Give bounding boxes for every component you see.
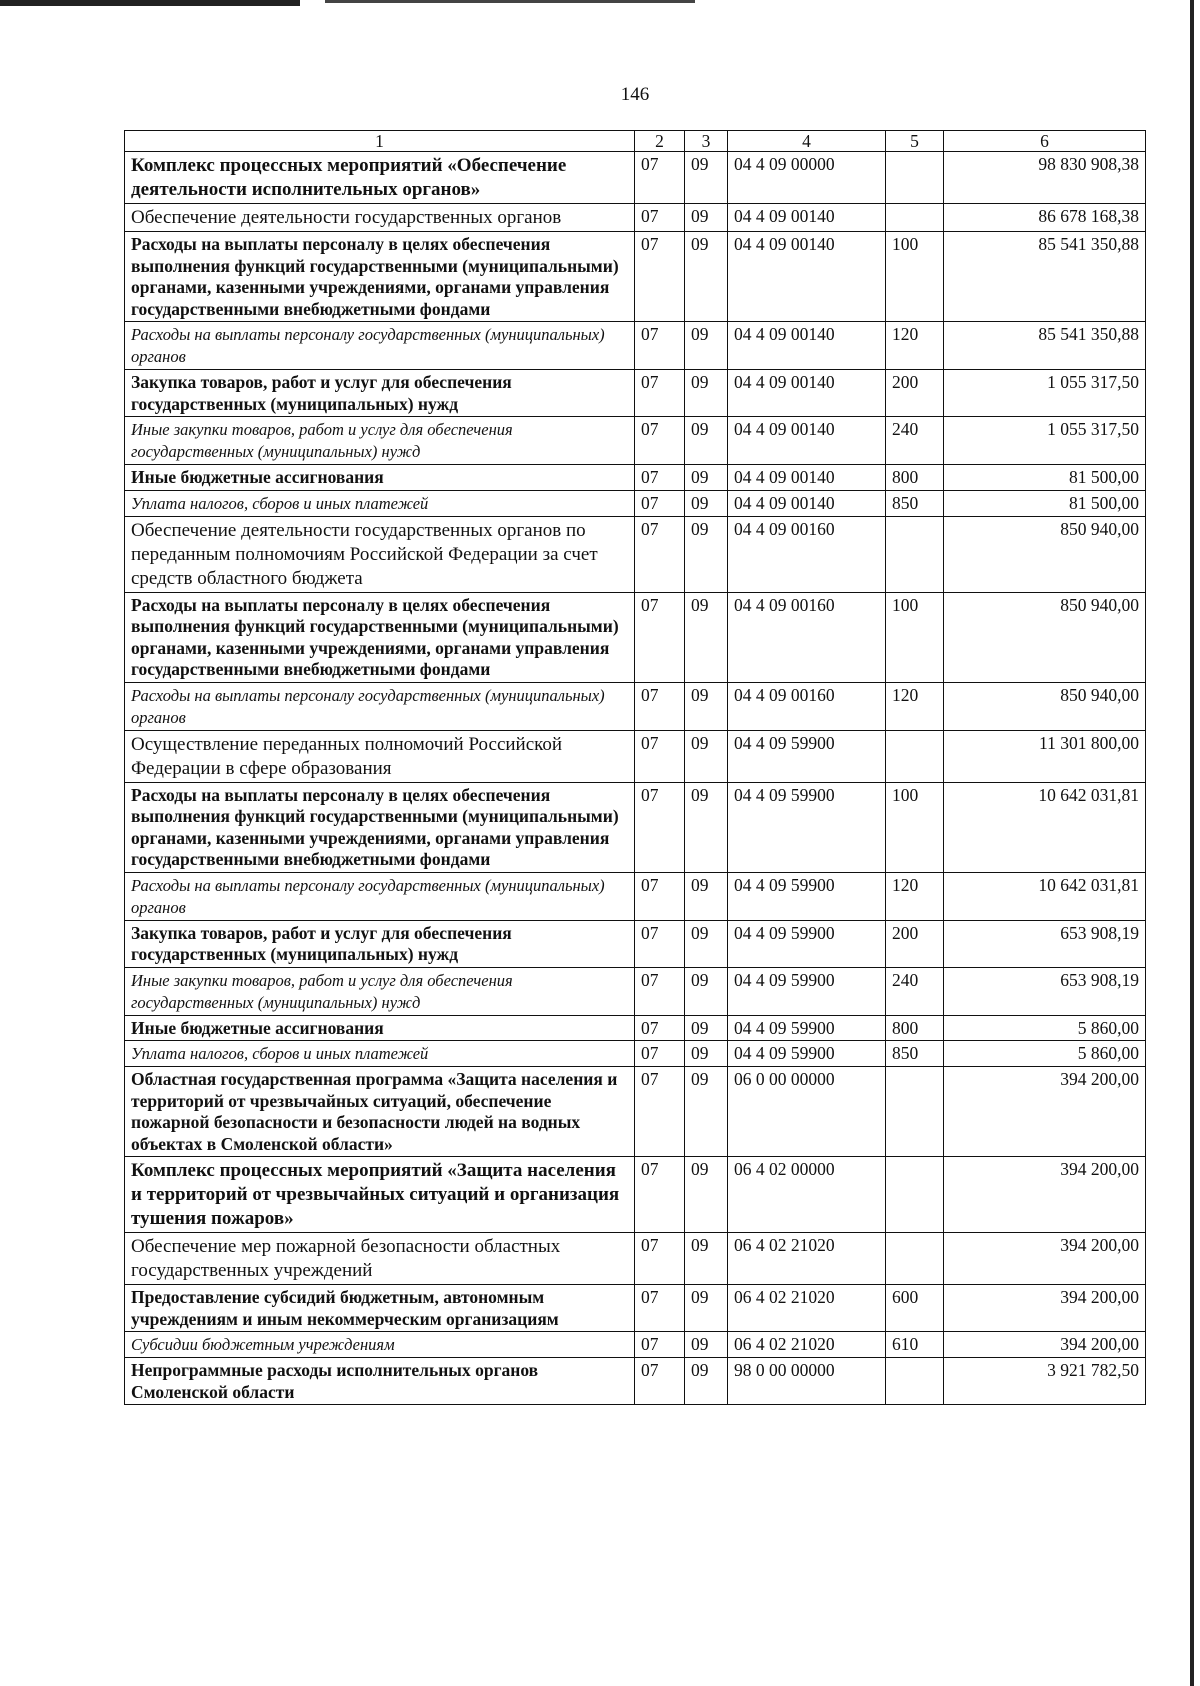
table-row	[125, 782, 1146, 872]
target-article-cell: 04 4 09 00140	[728, 465, 886, 491]
subsection-code-cell: 09	[685, 1285, 728, 1332]
subsection-code-cell: 09	[685, 322, 728, 370]
subsection-code-cell: 09	[685, 1332, 728, 1358]
expense-name-cell: Обеспечение мер пожарной безопасности областных государственных учреждений	[125, 1233, 635, 1285]
expense-type-cell: 850	[886, 490, 944, 516]
table-row	[125, 152, 1146, 204]
table-row	[125, 1041, 1146, 1067]
scan-edge-line	[1190, 0, 1194, 1686]
expense-name-cell: Обеспечение деятельности государственных органов по переданным полномочиям Российской Федерации за счет средств областного бюджета	[125, 516, 635, 592]
amount-cell: 10 642 031,81	[944, 782, 1146, 872]
subsection-code-cell: 09	[685, 465, 728, 491]
expense-name-cell: Расходы на выплаты персоналу государственных (муниципальных) органов	[125, 872, 635, 920]
subsection-code-cell: 09	[685, 1041, 728, 1067]
expense-name-cell: Обеспечение деятельности государственных органов	[125, 204, 635, 232]
expense-type-cell: 800	[886, 465, 944, 491]
amount-cell: 394 200,00	[944, 1285, 1146, 1332]
section-code-cell: 07	[635, 1358, 685, 1405]
column-header: 6	[944, 131, 1146, 152]
section-code-cell: 07	[635, 1285, 685, 1332]
subsection-code-cell: 09	[685, 1015, 728, 1041]
amount-cell: 394 200,00	[944, 1332, 1146, 1358]
target-article-cell: 06 4 02 21020	[728, 1233, 886, 1285]
column-header: 4	[728, 131, 886, 152]
expense-name-cell: Иные закупки товаров, работ и услуг для обеспечения государственных (муниципальных) нужд	[125, 417, 635, 465]
amount-cell: 5 860,00	[944, 1041, 1146, 1067]
subsection-code-cell: 09	[685, 370, 728, 417]
subsection-code-cell: 09	[685, 204, 728, 232]
section-code-cell: 07	[635, 1157, 685, 1233]
table-row	[125, 1358, 1146, 1405]
table-row	[125, 370, 1146, 417]
table-body	[125, 152, 1146, 1405]
table-row	[125, 516, 1146, 592]
table-row	[125, 592, 1146, 682]
target-article-cell: 06 4 02 00000	[728, 1157, 886, 1233]
subsection-code-cell: 09	[685, 1067, 728, 1157]
table-row	[125, 1015, 1146, 1041]
subsection-code-cell: 09	[685, 1157, 728, 1233]
expense-type-cell	[886, 152, 944, 204]
amount-cell: 85 541 350,88	[944, 322, 1146, 370]
section-code-cell: 07	[635, 1332, 685, 1358]
target-article-cell: 04 4 09 00160	[728, 516, 886, 592]
table-row	[125, 232, 1146, 322]
expense-name-cell: Расходы на выплаты персоналу государственных (муниципальных) органов	[125, 322, 635, 370]
amount-cell: 11 301 800,00	[944, 730, 1146, 782]
expense-type-cell	[886, 204, 944, 232]
target-article-cell: 04 4 09 59900	[728, 782, 886, 872]
section-code-cell: 07	[635, 417, 685, 465]
scan-artifact-bar	[0, 0, 300, 6]
expense-type-cell: 240	[886, 417, 944, 465]
target-article-cell: 04 4 09 00140	[728, 490, 886, 516]
subsection-code-cell: 09	[685, 490, 728, 516]
target-article-cell: 04 4 09 00140	[728, 322, 886, 370]
section-code-cell: 07	[635, 370, 685, 417]
table-row	[125, 204, 1146, 232]
expense-name-cell: Иные закупки товаров, работ и услуг для обеспечения государственных (муниципальных) нужд	[125, 967, 635, 1015]
table-row	[125, 490, 1146, 516]
column-header: 2	[635, 131, 685, 152]
table-row	[125, 417, 1146, 465]
expense-type-cell: 240	[886, 967, 944, 1015]
expense-type-cell	[886, 1067, 944, 1157]
table-header-row	[125, 131, 1146, 152]
section-code-cell: 07	[635, 1067, 685, 1157]
expense-name-cell: Закупка товаров, работ и услуг для обеспечения государственных (муниципальных) нужд	[125, 370, 635, 417]
amount-cell: 10 642 031,81	[944, 872, 1146, 920]
section-code-cell: 07	[635, 1233, 685, 1285]
amount-cell: 81 500,00	[944, 465, 1146, 491]
table-row	[125, 1285, 1146, 1332]
subsection-code-cell: 09	[685, 417, 728, 465]
expense-name-cell: Непрограммные расходы исполнительных органов Смоленской области	[125, 1358, 635, 1405]
expense-type-cell	[886, 1233, 944, 1285]
table-row	[125, 1157, 1146, 1233]
expense-name-cell: Предоставление субсидий бюджетным, автономным учреждениям и иным некоммерческим организациям	[125, 1285, 635, 1332]
target-article-cell: 06 4 02 21020	[728, 1285, 886, 1332]
table-row	[125, 967, 1146, 1015]
amount-cell: 5 860,00	[944, 1015, 1146, 1041]
expense-type-cell: 120	[886, 872, 944, 920]
expense-name-cell: Осуществление переданных полномочий Российской Федерации в сфере образования	[125, 730, 635, 782]
section-code-cell: 07	[635, 152, 685, 204]
column-header: 3	[685, 131, 728, 152]
subsection-code-cell: 09	[685, 592, 728, 682]
target-article-cell: 04 4 09 59900	[728, 967, 886, 1015]
section-code-cell: 07	[635, 232, 685, 322]
section-code-cell: 07	[635, 682, 685, 730]
amount-cell: 85 541 350,88	[944, 232, 1146, 322]
section-code-cell: 07	[635, 204, 685, 232]
target-article-cell: 04 4 09 00160	[728, 592, 886, 682]
section-code-cell: 07	[635, 872, 685, 920]
section-code-cell: 07	[635, 516, 685, 592]
expense-type-cell: 600	[886, 1285, 944, 1332]
budget-table	[124, 130, 1146, 1405]
amount-cell: 850 940,00	[944, 516, 1146, 592]
section-code-cell: 07	[635, 490, 685, 516]
expense-type-cell: 120	[886, 682, 944, 730]
expense-type-cell: 100	[886, 782, 944, 872]
amount-cell: 86 678 168,38	[944, 204, 1146, 232]
amount-cell: 850 940,00	[944, 592, 1146, 682]
expense-name-cell: Расходы на выплаты персоналу в целях обеспечения выполнения функций государственными (муниципальными) органами, казенными учреждениями, органами управления государственными внебюджетными фондами	[125, 592, 635, 682]
amount-cell: 81 500,00	[944, 490, 1146, 516]
subsection-code-cell: 09	[685, 232, 728, 322]
subsection-code-cell: 09	[685, 1233, 728, 1285]
section-code-cell: 07	[635, 730, 685, 782]
target-article-cell: 04 4 09 59900	[728, 872, 886, 920]
target-article-cell: 04 4 09 59900	[728, 730, 886, 782]
section-code-cell: 07	[635, 465, 685, 491]
subsection-code-cell: 09	[685, 1358, 728, 1405]
section-code-cell: 07	[635, 782, 685, 872]
target-article-cell: 04 4 09 59900	[728, 1015, 886, 1041]
expense-type-cell	[886, 1358, 944, 1405]
page-number: 146	[620, 84, 650, 105]
column-header: 5	[886, 131, 944, 152]
section-code-cell: 07	[635, 920, 685, 967]
expense-name-cell: Расходы на выплаты персоналу в целях обеспечения выполнения функций государственными (муниципальными) органами, казенными учреждениями, органами управления государственными внебюджетными фондами	[125, 232, 635, 322]
subsection-code-cell: 09	[685, 920, 728, 967]
expense-name-cell: Иные бюджетные ассигнования	[125, 465, 635, 491]
expense-name-cell: Уплата налогов, сборов и иных платежей	[125, 1041, 635, 1067]
expense-type-cell: 200	[886, 370, 944, 417]
table-row	[125, 682, 1146, 730]
amount-cell: 653 908,19	[944, 920, 1146, 967]
target-article-cell: 04 4 09 00160	[728, 682, 886, 730]
section-code-cell: 07	[635, 967, 685, 1015]
expense-name-cell: Расходы на выплаты персоналу в целях обеспечения выполнения функций государственными (муниципальными) органами, казенными учреждениями, органами управления государственными внебюджетными фондами	[125, 782, 635, 872]
amount-cell: 1 055 317,50	[944, 417, 1146, 465]
target-article-cell: 04 4 09 00140	[728, 204, 886, 232]
expense-type-cell: 200	[886, 920, 944, 967]
amount-cell: 653 908,19	[944, 967, 1146, 1015]
table-row	[125, 872, 1146, 920]
expense-name-cell: Областная государственная программа «Защита населения и территорий от чрезвычайных ситуаций, обеспечение пожарной безопасности и безопасности людей на водных объектах в Смоленской области»	[125, 1067, 635, 1157]
amount-cell: 394 200,00	[944, 1233, 1146, 1285]
amount-cell: 3 921 782,50	[944, 1358, 1146, 1405]
expense-type-cell: 100	[886, 232, 944, 322]
amount-cell: 850 940,00	[944, 682, 1146, 730]
expense-type-cell: 850	[886, 1041, 944, 1067]
subsection-code-cell: 09	[685, 152, 728, 204]
table-row	[125, 1233, 1146, 1285]
target-article-cell: 04 4 09 00140	[728, 232, 886, 322]
table-row	[125, 322, 1146, 370]
expense-name-cell: Иные бюджетные ассигнования	[125, 1015, 635, 1041]
expense-name-cell: Комплекс процессных мероприятий «Защита населения и территорий от чрезвычайных ситуаций и организация тушения пожаров»	[125, 1157, 635, 1233]
target-article-cell: 06 4 02 21020	[728, 1332, 886, 1358]
target-article-cell: 04 4 09 00000	[728, 152, 886, 204]
target-article-cell: 06 0 00 00000	[728, 1067, 886, 1157]
table-row	[125, 1067, 1146, 1157]
amount-cell: 394 200,00	[944, 1157, 1146, 1233]
scan-artifact-bar	[325, 0, 695, 3]
expense-type-cell	[886, 730, 944, 782]
target-article-cell: 98 0 00 00000	[728, 1358, 886, 1405]
section-code-cell: 07	[635, 1041, 685, 1067]
expense-type-cell: 800	[886, 1015, 944, 1041]
expense-name-cell: Комплекс процессных мероприятий «Обеспечение деятельности исполнительных органов»	[125, 152, 635, 204]
expense-name-cell: Субсидии бюджетным учреждениям	[125, 1332, 635, 1358]
amount-cell: 394 200,00	[944, 1067, 1146, 1157]
subsection-code-cell: 09	[685, 682, 728, 730]
expense-name-cell: Уплата налогов, сборов и иных платежей	[125, 490, 635, 516]
section-code-cell: 07	[635, 1015, 685, 1041]
subsection-code-cell: 09	[685, 872, 728, 920]
target-article-cell: 04 4 09 59900	[728, 1041, 886, 1067]
expense-type-cell	[886, 516, 944, 592]
expense-type-cell: 120	[886, 322, 944, 370]
subsection-code-cell: 09	[685, 967, 728, 1015]
subsection-code-cell: 09	[685, 730, 728, 782]
table-row	[125, 465, 1146, 491]
target-article-cell: 04 4 09 00140	[728, 370, 886, 417]
column-header: 1	[125, 131, 635, 152]
subsection-code-cell: 09	[685, 782, 728, 872]
expense-type-cell: 100	[886, 592, 944, 682]
expense-name-cell: Расходы на выплаты персоналу государственных (муниципальных) органов	[125, 682, 635, 730]
table-row	[125, 1332, 1146, 1358]
table-row	[125, 730, 1146, 782]
expense-type-cell: 610	[886, 1332, 944, 1358]
section-code-cell: 07	[635, 322, 685, 370]
section-code-cell: 07	[635, 592, 685, 682]
expense-name-cell: Закупка товаров, работ и услуг для обеспечения государственных (муниципальных) нужд	[125, 920, 635, 967]
table-row	[125, 920, 1146, 967]
amount-cell: 98 830 908,38	[944, 152, 1146, 204]
expense-type-cell	[886, 1157, 944, 1233]
amount-cell: 1 055 317,50	[944, 370, 1146, 417]
subsection-code-cell: 09	[685, 516, 728, 592]
target-article-cell: 04 4 09 00140	[728, 417, 886, 465]
target-article-cell: 04 4 09 59900	[728, 920, 886, 967]
